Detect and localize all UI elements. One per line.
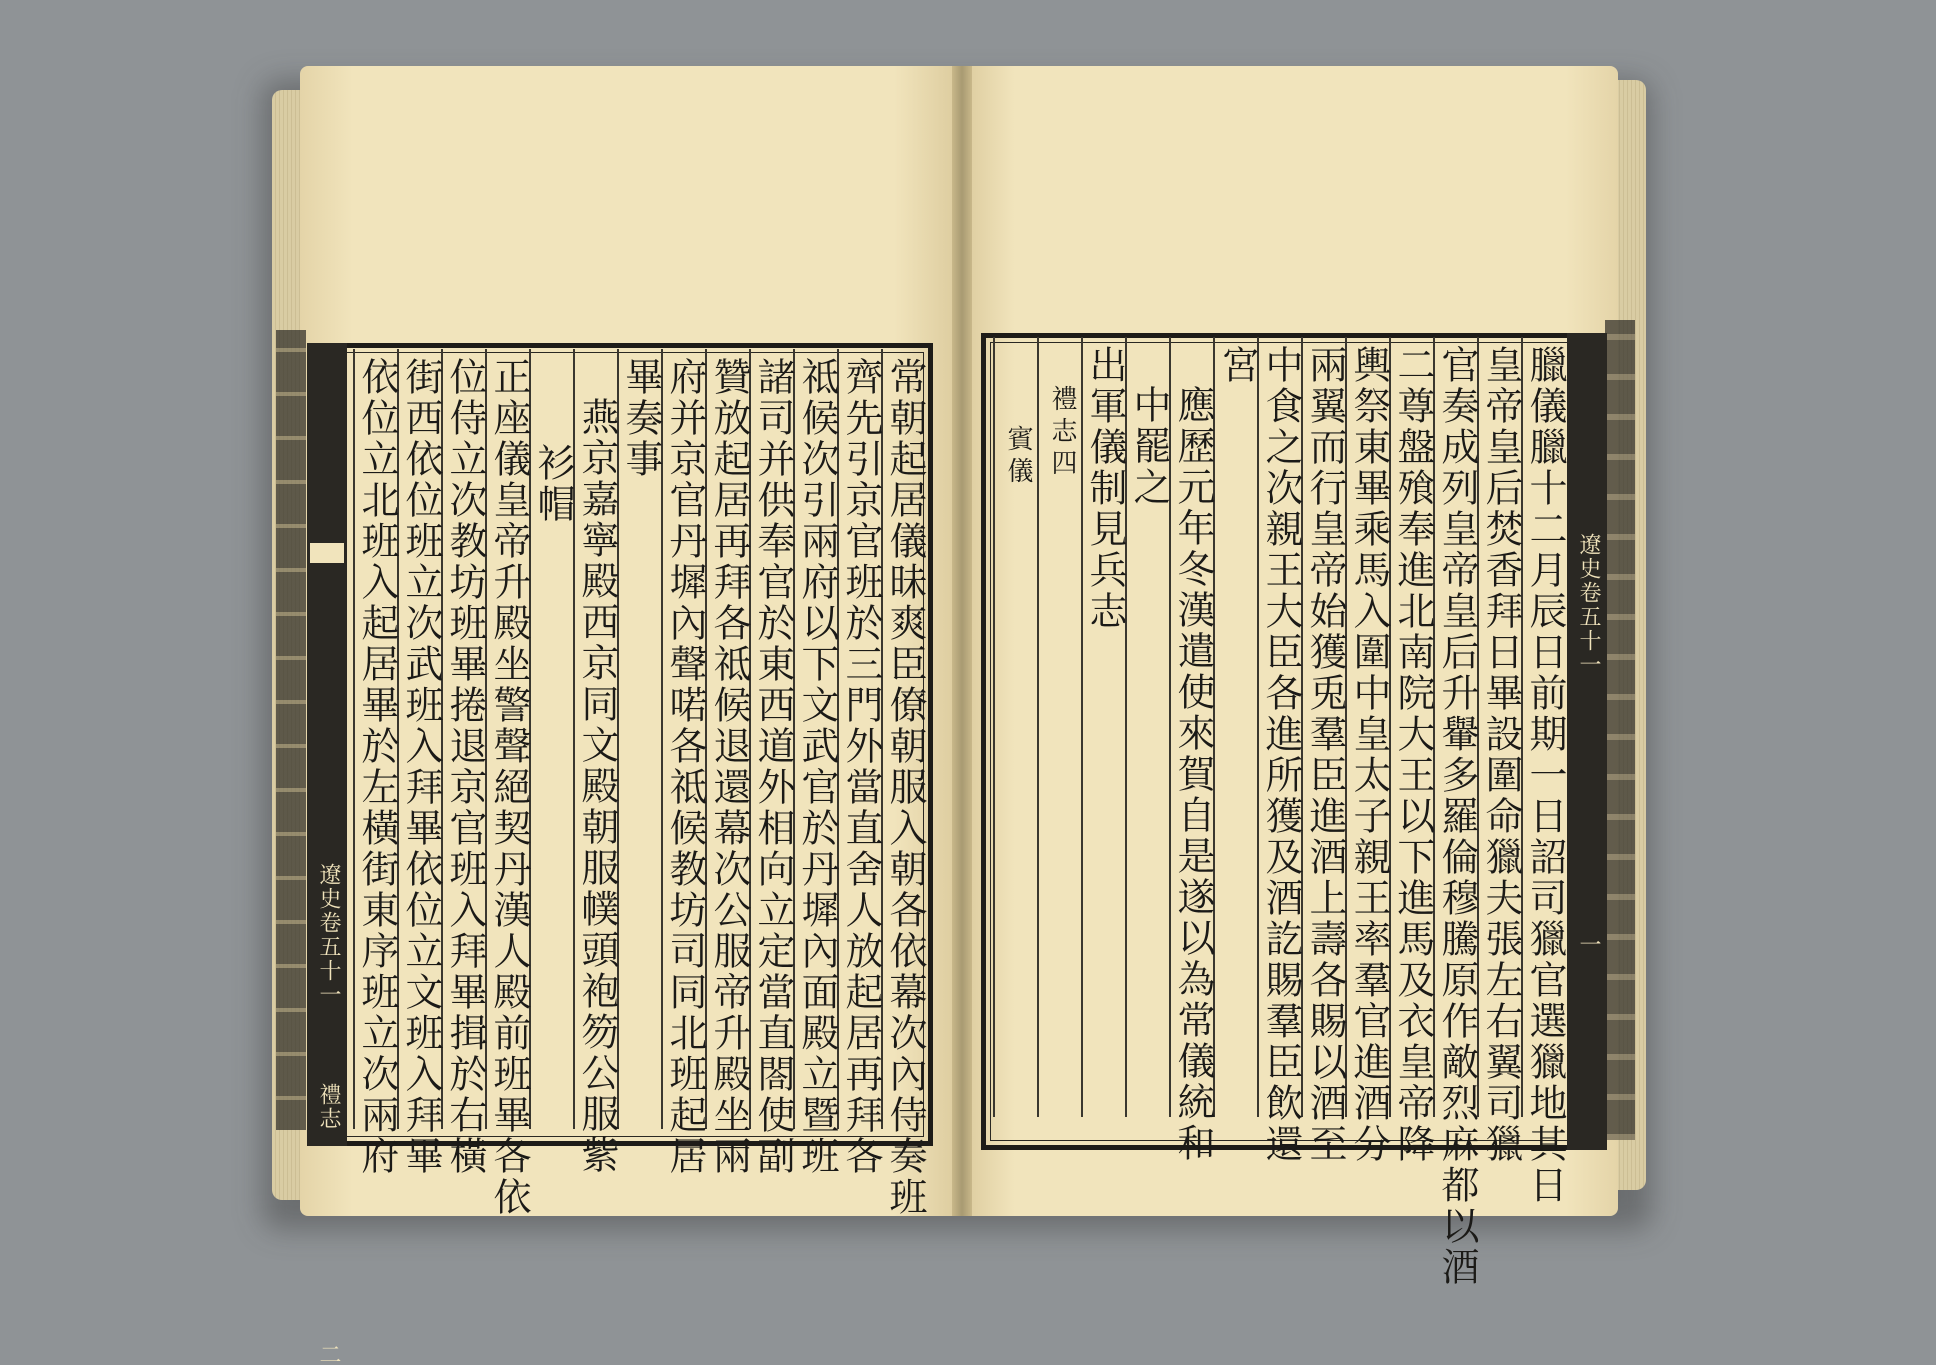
- right-banxin: [1567, 333, 1607, 1150]
- left-page-column-2: 齊先引京官班於三門外當直舍人放起居再拜各: [839, 357, 883, 1177]
- left-page-column-6: 府并京官丹墀內聲喏各祗候教坊司同北班起居: [663, 357, 707, 1177]
- left-banxin-section: 禮志: [316, 1083, 341, 1131]
- column-rule: [1037, 337, 1039, 1117]
- left-page-column-10: 正座儀皇帝升殿坐警聲絕契丹漢人殿前班畢各依: [487, 357, 531, 1218]
- left-banxin-title: 遼史卷五十一: [316, 863, 341, 1007]
- right-page-column-13: 賓儀: [1003, 425, 1033, 489]
- left-page-column-8: 燕京嘉寧殿西京同文殿朝服幞頭袍笏公服紫: [575, 397, 619, 1176]
- left-page-column-11: 位侍立次教坊班畢捲退京官班入拜畢揖於右橫: [443, 357, 487, 1177]
- right-edge-ink: [1605, 320, 1635, 1140]
- right-page-column-6: 兩翼而行皇帝始獲兎羣臣進酒上壽各賜以酒至: [1303, 345, 1347, 1165]
- left-page-column-3: 祗候次引兩府以下文武官於丹墀內面殿立暨班: [795, 357, 839, 1177]
- right-page-column-5: 輿祭東畢乘馬入圍中皇太子親王率羣官進酒分: [1347, 345, 1391, 1165]
- left-page-column-4: 諸司并供奉官於東西道外相向立定當直閤使副: [751, 357, 795, 1177]
- left-banxin: [307, 343, 347, 1365]
- right-page-column-11: 出軍儀制見兵志: [1083, 345, 1127, 632]
- column-rule: [1081, 337, 1083, 1117]
- right-page-column-2: 皇帝皇后焚香拜日畢設圍命獵夫張左右翼司獵: [1479, 345, 1523, 1165]
- right-page-column-1: 臘儀臘十二月辰日前期一日詔司獵官選獵地其日: [1523, 345, 1567, 1206]
- right-page-column-3: 官奏成列皇帝皇后升轝多羅倫穆騰原作敵烈麻都以酒: [1435, 345, 1479, 1288]
- left-page-column-12: 街西依位班立次武班入拜畢依位立文班入拜畢: [399, 357, 443, 1177]
- right-page-column-4: 二尊盤飱奉進北南院大王以下進馬及衣皇帝降: [1391, 345, 1435, 1165]
- left-banxin-page: 二: [316, 1343, 341, 1365]
- right-banxin-title: 遼史卷五十一: [1576, 533, 1601, 677]
- left-page-column-13: 依位立北班入起居畢於左橫街東序班立次兩府: [355, 357, 399, 1177]
- right-page-column-9: 應歷元年冬漢遣使來賀自是遂以為常儀統和: [1171, 385, 1215, 1164]
- right-page-column-8: 宮: [1215, 345, 1259, 386]
- left-edge-ink: [276, 330, 306, 1130]
- left-page-column-7: 畢奏事: [619, 357, 663, 480]
- column-rule: [993, 337, 995, 1117]
- column-rule: [1257, 337, 1259, 1117]
- right-page-column-10: 中罷之: [1127, 385, 1171, 508]
- fish-tail-mark: [310, 543, 344, 563]
- left-page-column-9: 衫帽: [531, 443, 575, 525]
- left-page-column-5: 贊放起居再拜各祗候退還幕次公服帝升殿坐兩: [707, 357, 751, 1177]
- right-page-column-7: 中食之次親王大臣各進所獲及酒訖賜羣臣飲還: [1259, 345, 1303, 1165]
- right-banxin-page: 一: [1576, 933, 1601, 955]
- column-rule: [353, 349, 355, 1129]
- right-page-column-12: 禮志四: [1047, 385, 1077, 481]
- left-page-column-1: 常朝起居儀昧爽臣僚朝服入朝各依幕次內侍奏班: [883, 357, 927, 1218]
- book-gutter: [952, 66, 972, 1216]
